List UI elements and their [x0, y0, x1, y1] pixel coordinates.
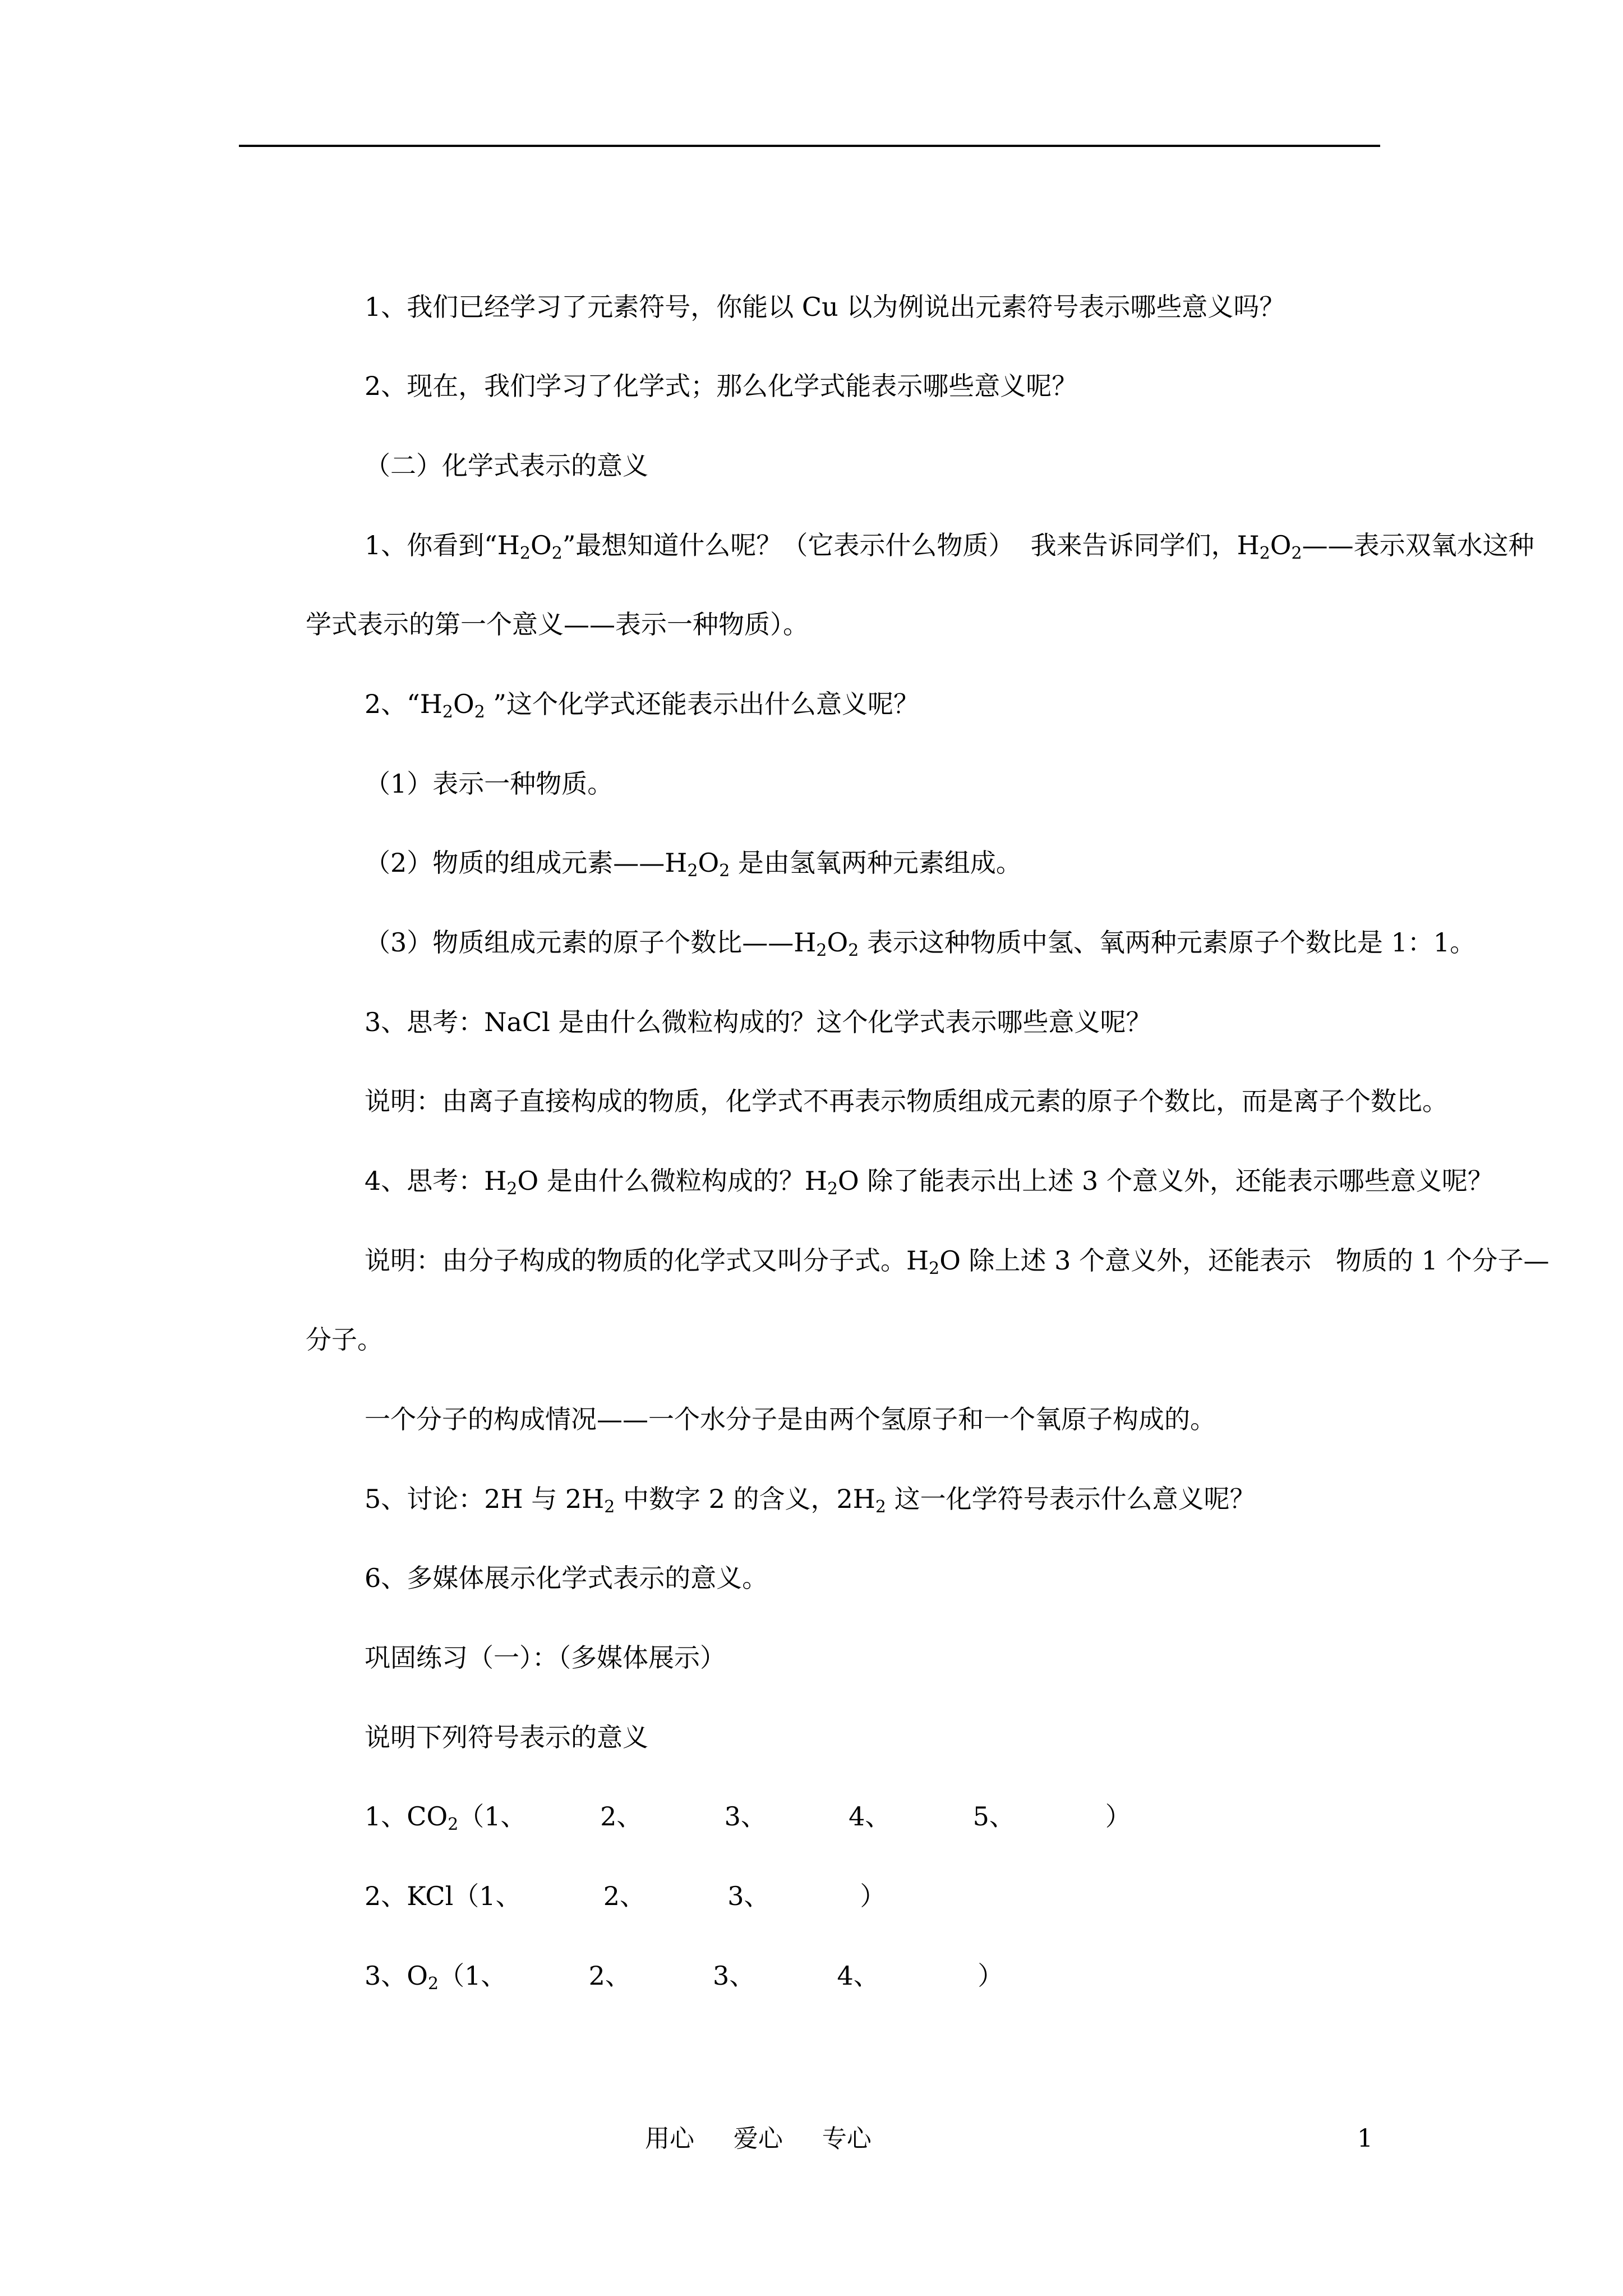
- exercise-line-3: 3、$O_2(1$、 2、 3、 4、 ）: [365, 1961, 1004, 1994]
- exercise-line-2: 2、KCl（1、 2、 3、 ）: [365, 1881, 886, 1911]
- text-line-18: 巩固练习（一）：（多媒体展示）: [365, 1642, 726, 1673]
- header-rule: [239, 145, 1380, 147]
- text-line-10: 3、思考：NaCl 是由什么微粒构成的？这个化学式表示哪些意义呢？: [365, 1007, 1152, 1037]
- text-line-4: 1、你看到“$H_2O_2$”最想知道什么呢？（它表示什么物质） 我来告诉同学们，$H_2O_2——$表示双氧水这种: [365, 530, 1534, 563]
- text-line-13: 说明：由分子构成的物质的化学式又叫分子式。$H_2O$ 除上述 3 个意义外，还能表示 物质的 1 个分子—: [365, 1245, 1550, 1278]
- text-line-9: （3）物质组成元素的原子个数比$——H_2O_2$ 表示这种物质中氢、氧两种元素原子个数比是 1：1。: [365, 927, 1476, 960]
- text-line-17: 6、多媒体展示化学式表示的意义。: [365, 1563, 768, 1593]
- text-line-19: 说明下列符号表示的意义: [365, 1722, 648, 1752]
- text-line-12: 4、思考：$H_2O$ 是由什么微粒构成的？$H_2O$ 除了能表示出上述 3 个意义外，还能表示哪些意义呢？: [365, 1166, 1493, 1199]
- text-line-14: 分子。: [306, 1324, 383, 1355]
- text-line-15: 一个分子的构成情况——一个水分子是由两个氢原子和一个氧原子构成的。: [365, 1404, 1216, 1434]
- text-line-11: 说明：由离子直接构成的物质，化学式不再表示物质组成元素的原子个数比，而是离子个数比。: [365, 1086, 1448, 1116]
- page-number: 1: [1357, 2124, 1373, 2153]
- text-line-8: （2）物质的组成元素$——H_2O_2$ 是由氢氧两种元素组成。: [365, 848, 1022, 881]
- text-line-6: 2、“$H_2O_2$ ”这个化学式还能表示出什么意义呢？: [365, 689, 919, 722]
- text-line-7: （1）表示一种物质。: [365, 769, 614, 799]
- section-heading: （二）化学式表示的意义: [365, 450, 648, 481]
- footer-motto: 用心 爱心 专心: [645, 2124, 872, 2153]
- text-line-1: 1、我们已经学习了元素符号，你能以 Cu 以为例说出元素符号表示哪些意义吗？: [365, 292, 1285, 322]
- text-line-16: 5、讨论：2H 与 $2H_2$ 中数字 2 的含义，$2H_2$ 这一化学符号表示什么意义呢？: [365, 1484, 1256, 1517]
- text-line-2: 2、现在，我们学习了化学式；那么化学式能表示哪些意义呢？: [365, 371, 1078, 401]
- text-line-5: 学式表示的第一个意义——表示一种物质）。: [306, 609, 809, 639]
- exercise-line-1: 1、$CO_2(1$、 2、 3、 4、 5、 ）: [365, 1801, 1131, 1834]
